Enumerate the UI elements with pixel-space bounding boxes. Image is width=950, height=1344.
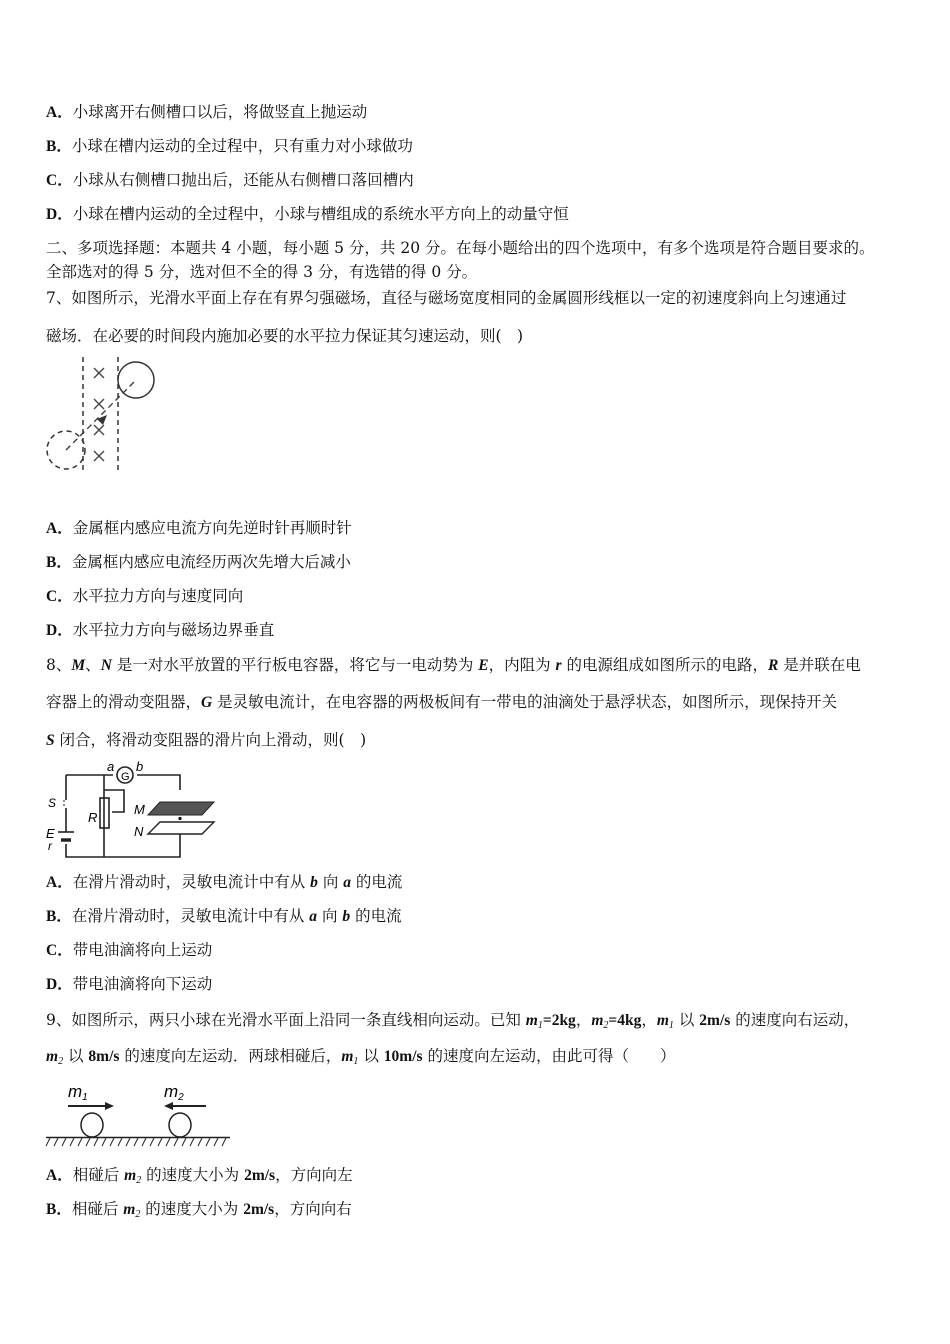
velocity-arrow-icon <box>97 415 107 425</box>
option-line <box>46 1199 352 1225</box>
text-run: 水平拉力方向与速度同向 <box>72 587 244 605</box>
symbol: m <box>124 1167 137 1184</box>
text-run: 二、多项选择题：本题共 4 小题，每小题 5 分，共 20 分。在每小题给出的四个选项中，有多个选项是符合题目要求的。 <box>46 239 875 257</box>
option-label: D． <box>46 206 73 223</box>
option-line <box>46 872 402 893</box>
symbol: a <box>343 874 351 891</box>
text-run: 的电流 <box>350 907 402 925</box>
text-run: 以 <box>673 1011 700 1029</box>
symbol: m <box>46 1048 59 1065</box>
symbol: m <box>656 1012 669 1029</box>
text-run: 相碰后 <box>71 1200 124 1218</box>
symbol: 1 <box>668 1020 674 1031</box>
symbol: 2 <box>135 1209 141 1220</box>
text-run: 以 <box>358 1047 384 1065</box>
option-label: C． <box>46 942 73 959</box>
symbol: b <box>310 874 318 891</box>
text-run: 的电流 <box>351 873 403 891</box>
section-heading-line <box>46 262 477 282</box>
text-run: 小球从右侧槽口抛出后，还能从右侧槽口落回槽内 <box>72 171 414 189</box>
symbol: 1 <box>353 1056 359 1067</box>
symbol: 2 <box>58 1056 64 1067</box>
text-run: 的速度向左运动，由此可得（ ） <box>422 1047 676 1065</box>
option-line <box>46 518 352 539</box>
text-run: ， <box>641 1011 657 1029</box>
text-run: 带电油滴将向下运动 <box>72 975 213 993</box>
question-stem-line <box>46 730 366 751</box>
option-label: D． <box>46 622 73 639</box>
symbol: 10m/s <box>383 1048 423 1065</box>
label-b: b <box>136 760 144 774</box>
text-run: 是灵敏电流计，在电容器的两极板间有一带电的油滴处于悬浮状态，如图所示，现保持开关 <box>212 693 838 711</box>
option-line <box>46 204 569 225</box>
symbol: b <box>342 908 351 925</box>
option-line <box>46 552 351 573</box>
symbol: S <box>46 732 55 749</box>
text-run: 小球在槽内运动的全过程中，只有重力对小球做功 <box>71 137 413 155</box>
option-line <box>46 940 212 961</box>
symbol: 2 <box>603 1020 609 1031</box>
ball-m1 <box>81 1113 103 1137</box>
text-run: 的速度大小为 <box>140 1200 244 1218</box>
option-line <box>46 170 414 191</box>
symbol: m <box>525 1012 538 1029</box>
text-run: 是一对水平放置的平行板电容器，将它与一电动势为 <box>111 656 479 674</box>
symbol: 2m/s <box>243 1201 275 1218</box>
symbol: E <box>478 657 489 674</box>
figure-magnetic-field <box>40 355 170 480</box>
text-run: 全部选对的得 5 分，选对但不全的得 3 分，有选错的得 0 分。 <box>46 263 478 281</box>
option-line <box>46 620 274 641</box>
label-g: G <box>121 771 130 783</box>
text-run: 小球在槽内运动的全过程中，小球与槽组成的系统水平方向上的动量守恒 <box>72 205 569 223</box>
symbol: a <box>309 908 318 925</box>
question-stem-line <box>46 1046 675 1072</box>
text-run: ，方向向右 <box>274 1200 352 1218</box>
label-m: M <box>134 802 145 817</box>
symbol: r <box>555 657 562 674</box>
text-run: 金属框内感应电流方向先逆时针再顺时针 <box>72 519 352 537</box>
symbol: N <box>100 657 112 674</box>
text-run: 的速度向右运动， <box>730 1011 860 1029</box>
text-run: 是并联在电 <box>778 656 861 674</box>
option-line <box>46 102 367 123</box>
option-line <box>46 586 243 607</box>
symbol: =2kg <box>542 1012 576 1029</box>
figure-two-balls <box>44 1075 234 1150</box>
plate-m <box>148 802 214 815</box>
symbol: m <box>341 1048 354 1065</box>
option-label: A． <box>46 874 73 891</box>
symbol: m <box>123 1201 136 1218</box>
label-n: N <box>134 824 144 839</box>
text-run: 、 <box>85 656 101 674</box>
label-e: E <box>46 826 55 841</box>
text-run: 的电源组成如图所示的电路， <box>561 656 769 674</box>
ball-m2 <box>169 1113 191 1137</box>
label-m2: m2 <box>164 1082 184 1103</box>
text-run: 在滑片滑动时，灵敏电流计中有从 <box>72 873 311 891</box>
field-cross-marks <box>94 368 104 461</box>
ground-hatch <box>46 1138 226 1146</box>
text-run: 在滑片滑动时，灵敏电流计中有从 <box>71 907 310 925</box>
figure-circuit <box>44 760 224 862</box>
option-label: B． <box>46 908 72 925</box>
option-label: A． <box>46 520 73 537</box>
option-label: A． <box>46 104 73 121</box>
velocity-path <box>66 380 136 450</box>
plate-n <box>148 822 214 834</box>
text-run: 容器上的滑动变阻器， <box>46 693 202 711</box>
question-stem-line <box>46 1010 859 1036</box>
question-stem-line <box>46 692 837 713</box>
symbol: m <box>591 1012 604 1029</box>
text-run: 8、 <box>46 656 72 674</box>
option-line <box>46 906 402 927</box>
option-line <box>46 1165 353 1191</box>
text-run: 向 <box>317 907 343 925</box>
symbol: 2m/s <box>244 1167 276 1184</box>
option-line <box>46 136 413 157</box>
text-run: 带电油滴将向上运动 <box>72 941 213 959</box>
label-m1: m1 <box>68 1082 88 1103</box>
text-run: 7、如图所示，光滑水平面上存在有界匀强磁场，直径与磁场宽度相同的金属圆形线框以一定的初速度斜向上匀速通过 <box>46 289 847 307</box>
option-label: B． <box>46 1201 72 1218</box>
section-heading-line <box>46 238 875 258</box>
label-r-resistor: R <box>88 810 98 825</box>
symbol: 8m/s <box>88 1048 120 1065</box>
text-run: 小球离开右侧槽口以后，将做竖直上抛运动 <box>72 103 368 121</box>
arrow-left-icon <box>164 1102 173 1110</box>
symbol: 1 <box>537 1020 543 1031</box>
arrow-right-icon <box>105 1102 114 1110</box>
text-run: 的速度大小为 <box>141 1166 245 1184</box>
question-stem-line <box>46 326 523 346</box>
option-label: A． <box>46 1167 73 1184</box>
symbol: 2m/s <box>699 1012 731 1029</box>
text-run: 以 <box>63 1047 89 1065</box>
symbol: G <box>201 694 213 711</box>
question-stem-line <box>46 655 861 676</box>
option-label: B． <box>46 138 72 155</box>
text-run: 的速度向左运动．两球相碰后， <box>119 1047 342 1065</box>
text-run: ，内阻为 <box>488 656 556 674</box>
text-run: 9、如图所示，两只小球在光滑水平面上沿同一条直线相向运动。已知 <box>46 1011 526 1029</box>
option-label: D． <box>46 976 73 993</box>
text-run: 磁场．在必要的时间段内施加必要的水平拉力保证其匀速运动，则( ) <box>46 327 524 345</box>
option-label: C． <box>46 172 73 189</box>
text-run: 闭合，将滑动变阻器的滑片向上滑动，则( ) <box>54 731 367 749</box>
symbol: M <box>71 657 86 674</box>
text-run: 向 <box>317 873 344 891</box>
label-a: a <box>107 760 115 774</box>
option-label: C． <box>46 588 73 605</box>
text-run: ，方向向左 <box>275 1166 353 1184</box>
question-stem-line <box>46 288 846 308</box>
symbol: 2 <box>136 1175 142 1186</box>
label-s: S <box>48 796 57 810</box>
text-run: ， <box>575 1011 592 1029</box>
symbol: =4kg <box>608 1012 642 1029</box>
label-r: r <box>48 839 52 853</box>
text-run: 相碰后 <box>72 1166 125 1184</box>
oil-drop <box>178 817 181 820</box>
option-label: B． <box>46 554 72 571</box>
symbol: R <box>768 657 779 674</box>
text-run: 水平拉力方向与磁场边界垂直 <box>72 621 275 639</box>
text-run: 金属框内感应电流经历两次先增大后减小 <box>71 553 351 571</box>
option-line <box>46 974 212 995</box>
